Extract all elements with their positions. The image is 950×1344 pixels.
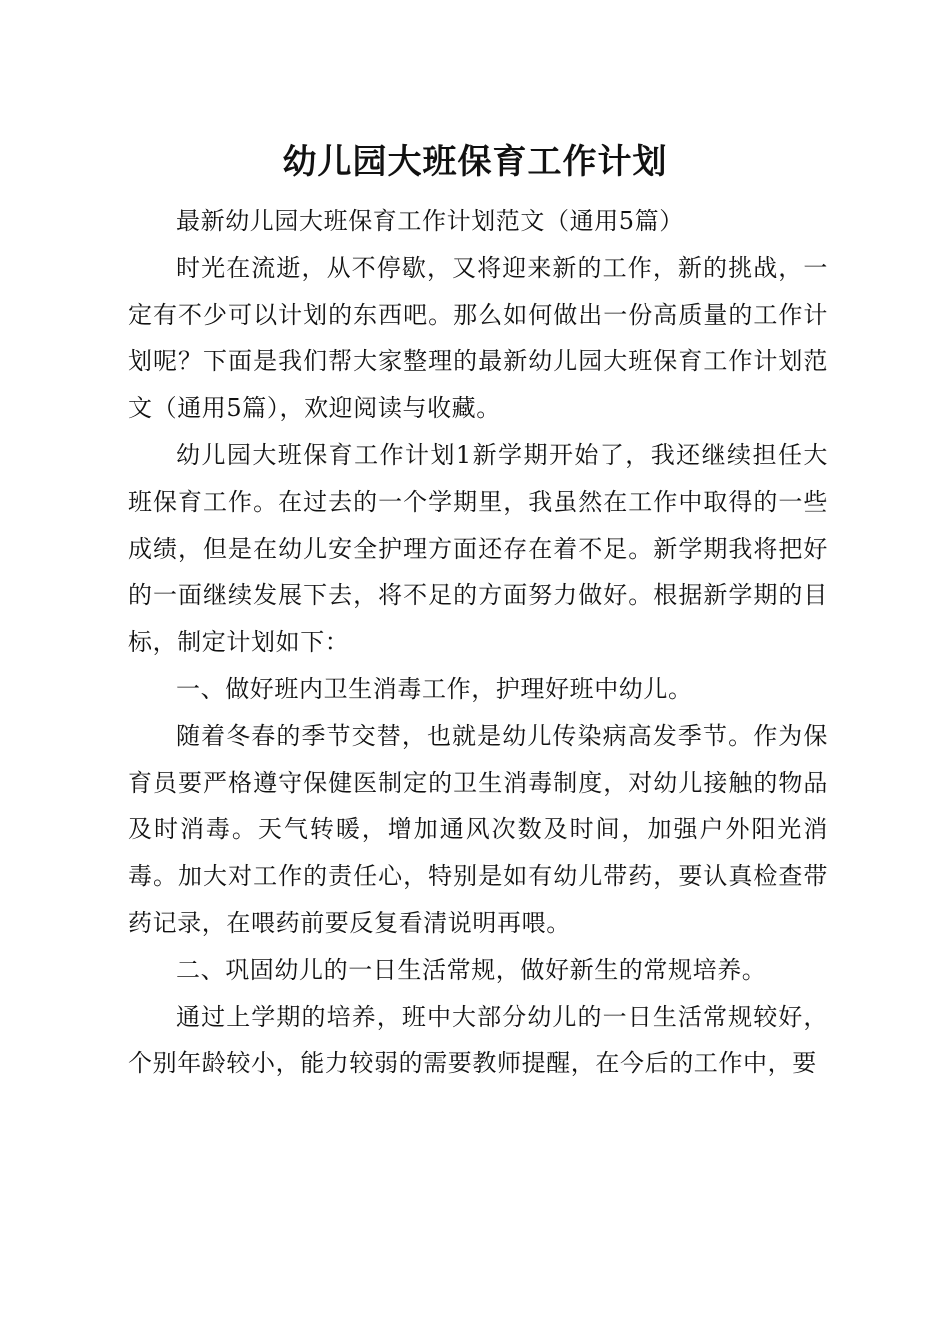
section-heading-2: 二、巩固幼儿的一日生活常规，做好新生的常规培养。 bbox=[176, 955, 767, 984]
document-body bbox=[128, 198, 828, 1087]
paragraph-subtitle: 最新幼儿园大班保育工作计划范文（通用5篇） bbox=[176, 207, 684, 235]
document-title: 幼儿园大班保育工作计划 bbox=[282, 142, 668, 182]
paragraph-hygiene: 随着冬春的季节交替，也就是幼儿传染病高发季节。作为保育员要严格遵守保健医制定的卫生消毒制度，对幼儿接触的物品及时消毒。天气转暖，增加通风次数及时间，加强户外阳光消毒。加大对工作的责任心，特别是如有幼儿带药，要认真检查带药记录，在喂药前要反复看清说明再喂。 bbox=[128, 721, 828, 937]
section-heading-1: 一、做好班内卫生消毒工作，护理好班中幼儿。 bbox=[176, 674, 693, 703]
paragraph-plan-1: 幼儿园大班保育工作计划1新学期开始了，我还继续担任大班保育工作。在过去的一个学期里，我虽然在工作中取得的一些成绩，但是在幼儿安全护理方面还存在着不足。新学期我将把好的一面继续发展下去，将不足的方面努力做好。根据新学期的目标，制定计划如下： bbox=[128, 440, 828, 657]
paragraph-routine: 通过上学期的培养，班中大部分幼儿的一日生活常规较好，个别年龄较小，能力较弱的需要教师提醒，在今后的工作中，要 bbox=[128, 1002, 828, 1078]
paragraph-intro: 时光在流逝，从不停歇，又将迎来新的工作，新的挑战，一定有不少可以计划的东西吧。那么如何做出一份高质量的工作计划呢？下面是我们帮大家整理的最新幼儿园大班保育工作计划范文（通用5篇），欢迎阅读与收藏。 bbox=[128, 253, 828, 423]
